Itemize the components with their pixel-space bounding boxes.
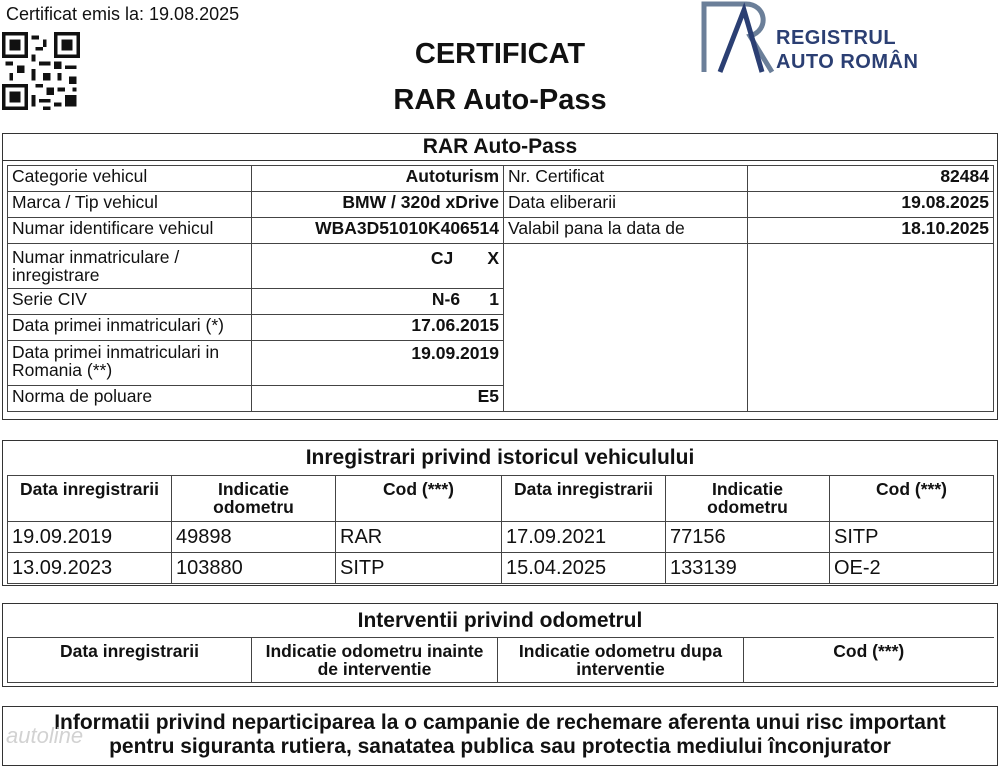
vehicle-table <box>7 165 504 412</box>
cert-value: 18.10.2025 <box>748 218 994 244</box>
vehicle-value: BMW / 320d xDrive <box>252 192 504 218</box>
logo-line-2: AUTO ROMÂN <box>776 51 919 73</box>
certificate-table <box>503 165 994 412</box>
recall-title <box>0 711 1000 759</box>
table-row <box>8 166 504 192</box>
col-date: Data inregistrarii <box>8 638 252 683</box>
history-cell: RAR <box>336 522 502 553</box>
col-code: Cod (***) <box>744 638 994 683</box>
history-cell: OE-2 <box>830 553 994 584</box>
history-cell: 103880 <box>172 553 336 584</box>
col-code: Cod (***) <box>336 476 502 522</box>
table-row <box>8 218 504 244</box>
col-code: Cod (***) <box>830 476 994 522</box>
cert-value: 82484 <box>748 166 994 192</box>
table-row <box>8 386 504 412</box>
table-row <box>504 218 994 244</box>
vehicle-label: Marca / Tip vehicul <box>8 192 252 218</box>
vehicle-value: WBA3D51010K406514 <box>252 218 504 244</box>
recall-line-2: pentru siguranta rutiera, sanatatea publica sau protectia mediului înconjurator <box>109 735 891 758</box>
history-cell: 77156 <box>666 522 830 553</box>
vehicle-label: Numar identificare vehicul <box>8 218 252 244</box>
title-auto-pass: RAR Auto-Pass <box>393 84 607 116</box>
vehicle-label: Numar inmatriculare / inregistrare <box>8 244 252 289</box>
col-odometer: Indicatie odometru <box>666 476 830 522</box>
table-row <box>8 192 504 218</box>
table-row <box>8 341 504 386</box>
history-cell: 49898 <box>172 522 336 553</box>
history-section-title: Inregistrari privind istoricul vehiculului <box>305 446 695 469</box>
vehicle-value: CJ X <box>252 244 504 289</box>
history-section <box>2 440 998 586</box>
history-cell: SITP <box>336 553 502 584</box>
vehicle-value: N-6 1 <box>252 289 504 315</box>
cert-label: Valabil pana la data de <box>504 218 748 244</box>
recall-line-1: Informatii privind neparticiparea la o campanie de rechemare aferenta unui risc important <box>54 711 946 734</box>
vehicle-section <box>2 133 998 420</box>
interventions-section-title: Interventii privind odometrul <box>357 609 643 632</box>
history-cell: 133139 <box>666 553 830 584</box>
cert-label: Nr. Certificat <box>504 166 748 192</box>
table-row <box>504 166 994 192</box>
issued-date: Certificat emis la: 19.08.2025 <box>6 4 240 24</box>
table-row <box>504 244 994 412</box>
vehicle-value: 19.09.2019 <box>252 341 504 386</box>
watermark: autoline <box>6 723 84 748</box>
table-row <box>8 244 504 289</box>
history-cell: 17.09.2021 <box>502 522 666 553</box>
cert-value: 19.08.2025 <box>748 192 994 218</box>
vehicle-label: Norma de poluare <box>8 386 252 412</box>
vehicle-value: 17.06.2015 <box>252 315 504 341</box>
table-row <box>8 553 994 584</box>
vehicle-label: Data primei inmatriculari in Romania (**) <box>8 341 252 386</box>
history-cell: SITP <box>830 522 994 553</box>
table-header-row <box>8 476 994 522</box>
rar-logo-text <box>776 26 918 74</box>
vehicle-value: E5 <box>252 386 504 412</box>
table-row <box>8 522 994 553</box>
col-odometer-after: Indicatie odometru dupa interventie <box>498 638 744 683</box>
cert-label: Data eliberarii <box>504 192 748 218</box>
interventions-table <box>7 637 994 683</box>
table-row <box>504 192 994 218</box>
history-cell: 13.09.2023 <box>8 553 172 584</box>
history-cell: 19.09.2019 <box>8 522 172 553</box>
vehicle-value: Autoturism <box>252 166 504 192</box>
table-row <box>8 315 504 341</box>
logo-line-1: REGISTRUL <box>776 27 897 49</box>
col-date: Data inregistrarii <box>8 476 172 522</box>
table-header-row <box>8 638 994 683</box>
vehicle-label: Categorie vehicul <box>8 166 252 192</box>
empty-cell <box>748 244 994 412</box>
col-odometer-before: Indicatie odometru inainte de interventie <box>252 638 498 683</box>
table-row <box>8 289 504 315</box>
history-table <box>7 475 994 584</box>
col-odometer: Indicatie odometru <box>172 476 336 522</box>
vehicle-label: Data primei inmatriculari (*) <box>8 315 252 341</box>
empty-cell <box>504 244 748 412</box>
vehicle-section-title: RAR Auto-Pass <box>3 134 997 161</box>
history-cell: 15.04.2025 <box>502 553 666 584</box>
col-date: Data inregistrarii <box>502 476 666 522</box>
interventions-section <box>2 603 998 687</box>
vehicle-label: Serie CIV <box>8 289 252 315</box>
title-certificat: CERTIFICAT <box>414 38 586 70</box>
